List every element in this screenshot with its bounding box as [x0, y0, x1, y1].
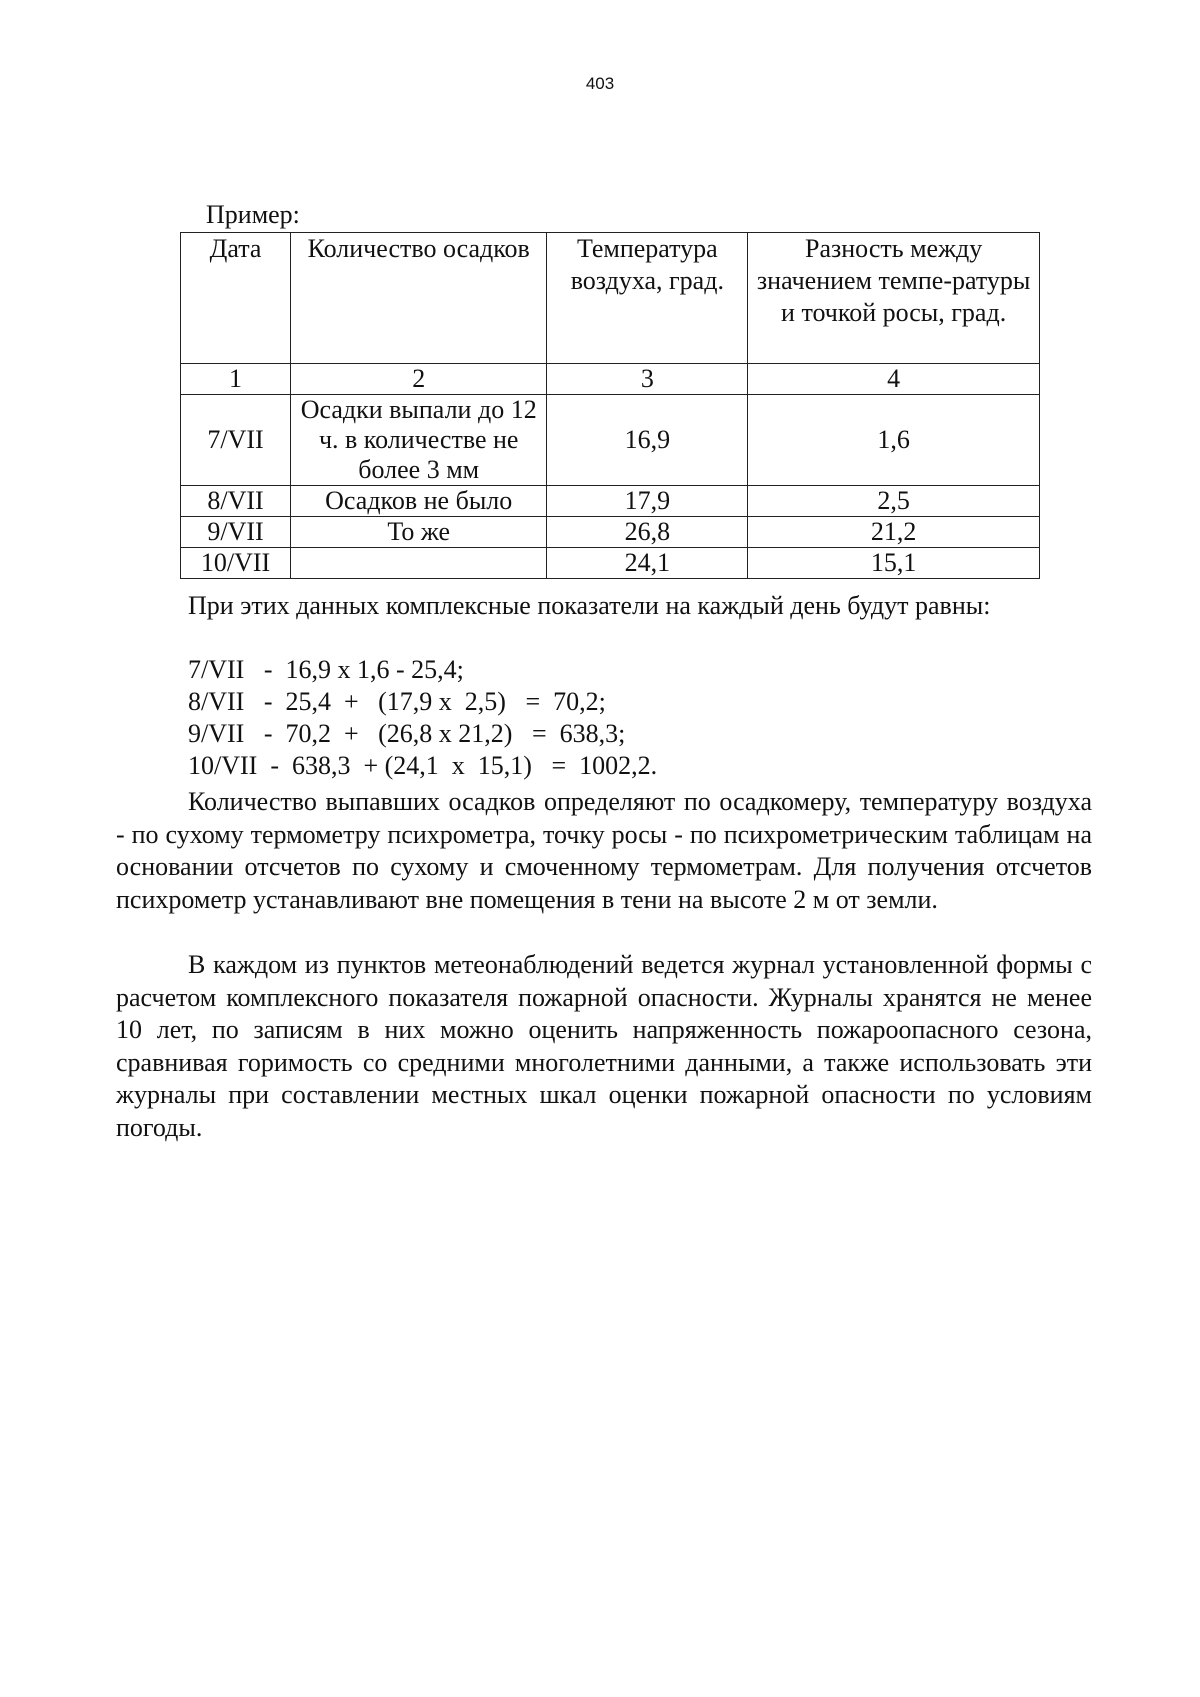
table-followup-text: При этих данных комплексные показатели на каждый день будут равны:: [188, 591, 991, 620]
table-row: [181, 395, 1040, 486]
table-cell-temperature: 16,9: [547, 395, 748, 486]
table-cell-precipitation: То же: [291, 517, 547, 548]
column-number: 2: [291, 364, 547, 395]
table-cell-date: 9/VII: [181, 517, 291, 548]
table-cell-precipitation: Осадки выпали до 12 ч. в количестве не более 3 мм: [291, 395, 547, 486]
table-row: [181, 486, 1040, 517]
header-air-temperature: Температура воздуха, град.: [547, 233, 748, 364]
table-row: [181, 517, 1040, 548]
precipitation-table: [180, 232, 1040, 579]
body-paragraph-measurement: Количество выпавших осадков определяют по осадкомеру, температуру воздуха - по сухому термометру психрометра, точку росы - по психрометрическим таблицам на основании отсчетов по сухому и смоченному термометрам. Для получения отсчетов психрометр устанавливают вне помещения в тени на высоте 2 м от земли.: [116, 787, 1092, 914]
formula-list: [188, 654, 657, 782]
page-number: 403: [585, 74, 615, 93]
column-number: 3: [547, 364, 748, 395]
table-cell-date: 8/VII: [181, 486, 291, 517]
formula-line: 8/VII - 25,4 + (17,9 х 2,5) = 70,2;: [188, 687, 606, 716]
table-cell-difference: 1,6: [748, 395, 1040, 486]
header-date: Дата: [181, 233, 291, 364]
table-cell-date: 10/VII: [181, 548, 291, 579]
table-cell-difference: 21,2: [748, 517, 1040, 548]
table-cell-date: 7/VII: [181, 395, 291, 486]
table-cell-difference: 2,5: [748, 486, 1040, 517]
table-cell-precipitation: Осадков не было: [291, 486, 547, 517]
header-precipitation: Количество осадков: [291, 233, 547, 364]
table-cell-temperature: 26,8: [547, 517, 748, 548]
body-paragraph-journal: В каждом из пунктов метеонаблюдений ведется журнал установленной формы с расчетом комплексного показателя пожарной опасности. Журналы хранятся не менее 10 лет, по записям в них можно оценить напряженность пожароопасного сезона, сравнивая горимость со средними многолетними данными, а также использовать эти журналы при составлении местных шкал оценки пожарной опасности по условиям погоды.: [116, 950, 1092, 1142]
table-row: [181, 548, 1040, 579]
table-cell-difference: 15,1: [748, 548, 1040, 579]
formula-line: 7/VII - 16,9 х 1,6 - 25,4;: [188, 655, 464, 684]
formula-line: 10/VII - 638,3 + (24,1 х 15,1) = 1002,2.: [188, 751, 658, 780]
table-column-numbers-row: [181, 364, 1040, 395]
example-label: Пример:: [206, 200, 300, 229]
table-cell-precipitation: [291, 548, 547, 579]
header-dew-point-difference: Разность между значением темпе-ратуры и точкой росы, град.: [748, 233, 1040, 364]
table-cell-temperature: 17,9: [547, 486, 748, 517]
column-number: 4: [748, 364, 1040, 395]
table-header-row: [181, 233, 1040, 364]
column-number: 1: [181, 364, 291, 395]
table-cell-temperature: 24,1: [547, 548, 748, 579]
formula-line: 9/VII - 70,2 + (26,8 х 21,2) = 638,3;: [188, 719, 626, 748]
